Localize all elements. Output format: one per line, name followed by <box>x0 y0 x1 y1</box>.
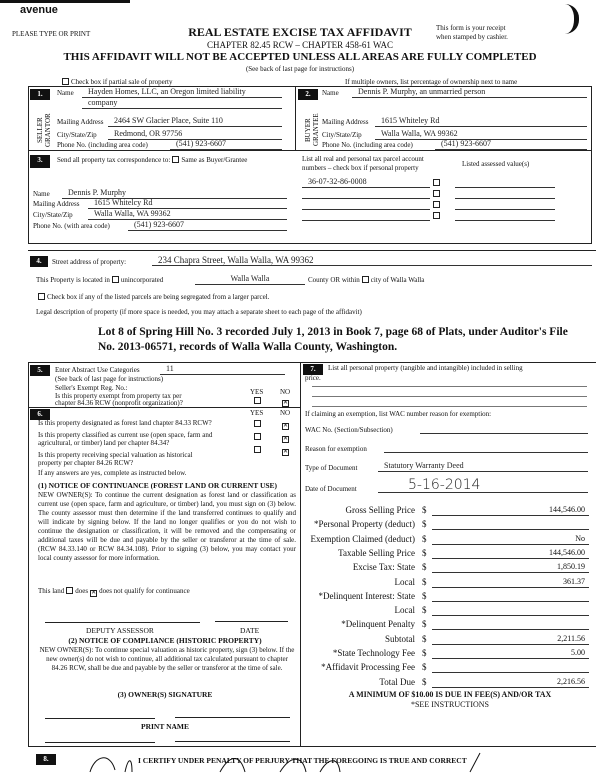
section-2-number: 2. <box>298 89 318 100</box>
seller-name-field-2[interactable]: company <box>82 98 282 109</box>
if-yes-note: If any answers are yes, complete as instructed below. <box>38 469 187 477</box>
seller-phone-field[interactable]: (541) 923-6607 <box>170 139 282 150</box>
corr-phone-field[interactable]: (541) 923-6607 <box>128 220 287 231</box>
multiple-owners-note: If multiple owners, list percentage of ownership next to name <box>345 78 518 86</box>
fee-value-field[interactable]: 144,546.00 <box>432 548 589 559</box>
seller-city-label: City/State/Zip <box>57 131 97 139</box>
historic-question: Is this property receiving special valuation as historical <box>38 451 193 459</box>
warning: THIS AFFIDAVIT WILL NOT BE ACCEPTED UNLESS ALL AREAS ARE FULLY COMPLETED <box>63 51 537 63</box>
county-or-label: County OR within <box>308 276 360 284</box>
seller-phone-label: Phone No. (including area code) <box>57 141 148 149</box>
fee-label: Local <box>394 576 415 587</box>
personal-property-line[interactable] <box>312 396 587 397</box>
fee-value-field[interactable] <box>432 662 589 673</box>
dollar-sign: $ <box>422 605 427 616</box>
logo-text: avenue <box>20 4 58 16</box>
reason-field[interactable] <box>384 442 588 453</box>
partial-sale <box>60 78 172 86</box>
corr-name-field[interactable]: Dennis P. Murphy <box>62 188 287 199</box>
notice-continuance-title: (1) NOTICE OF CONTINUANCE (FOREST LAND OR CURRENT USE) <box>38 481 278 490</box>
dollar-sign: $ <box>422 576 427 587</box>
legal-label: Legal description of property (if more space is needed, you may attach a separate sheet to each page of the affidavit) <box>36 308 362 316</box>
same-as-buyer-checkbox[interactable] <box>172 156 179 163</box>
nonprofit-yes <box>252 397 263 405</box>
assessor-signature-line[interactable] <box>45 622 200 623</box>
fee-value-field[interactable]: 361.37 <box>432 577 589 588</box>
owner-signature-line[interactable] <box>175 717 290 718</box>
fee-value-field[interactable]: 2,211.56 <box>432 634 589 645</box>
historic-question-2: property per chapter 84.26 RCW? <box>38 459 134 467</box>
fee-label: *Delinquent Penalty <box>341 619 415 630</box>
fee-label: Gross Selling Price <box>345 505 415 515</box>
buyer-name-field[interactable]: Dennis P. Murphy, an unmarried person <box>352 87 587 98</box>
no-checkbox-checked[interactable]: ✕ <box>283 423 289 429</box>
yes-checkbox[interactable] <box>254 433 261 440</box>
fee-row <box>285 605 595 617</box>
abstract-label: Enter Abstract Use Categories <box>55 366 140 374</box>
section-4-number: 4. <box>30 256 48 267</box>
fee-value-field[interactable]: 144,546.00 <box>432 505 589 516</box>
dollar-sign: $ <box>422 590 427 601</box>
wac-label: WAC No. (Section/Subsection) <box>305 426 393 434</box>
dollar-sign: $ <box>422 633 427 644</box>
forest-land-question: Is this property designated as forest land chapter 84.33 RCW? <box>38 419 212 427</box>
parcel-number[interactable]: 36-07-32-86-0008 <box>302 177 430 188</box>
city-checkbox[interactable] <box>362 276 369 283</box>
does-not-label: does not qualify for continuance <box>99 587 190 595</box>
sec5-no-header: NO <box>280 388 291 396</box>
yes-checkbox[interactable] <box>254 397 261 404</box>
partial-sale-checkbox[interactable] <box>62 78 69 85</box>
fee-value-field[interactable]: 2,216.56 <box>432 677 589 688</box>
fee-value-field[interactable] <box>432 591 589 602</box>
sec6-yes-checkboxes <box>252 418 263 457</box>
see-instructions: *SEE INSTRUCTIONS <box>410 700 489 709</box>
deputy-assessor-label: DEPUTY ASSESSOR <box>86 626 154 635</box>
fee-row <box>285 677 595 689</box>
fee-value-field[interactable] <box>432 605 589 616</box>
yes-checkbox[interactable] <box>254 420 261 427</box>
see-back: (See back of last page for instructions) <box>245 65 355 73</box>
fee-row <box>285 534 595 546</box>
city-label: city of Walla Walla <box>370 276 425 284</box>
personal-property-checkboxes <box>431 178 442 222</box>
nonprofit-question: Is this property exempt from property tax per <box>55 392 182 400</box>
qualify-row <box>38 587 190 597</box>
buyer-city-label: City/State/Zip <box>322 131 362 139</box>
buyer-mailing-field[interactable]: 1615 Whiteley Rd <box>375 116 587 127</box>
same-as-buyer-label: Same as Buyer/Grantee <box>181 156 248 164</box>
receipt-note-1: This form is your receipt <box>436 24 506 32</box>
dollar-sign: $ <box>422 619 427 630</box>
assessed-value[interactable] <box>455 188 555 199</box>
buyer-name-label: Name <box>322 89 339 97</box>
doc-date-label: Date of Document <box>305 485 357 493</box>
segregated-checkbox[interactable] <box>38 293 45 300</box>
fee-row <box>285 519 595 531</box>
divider <box>295 86 296 150</box>
buyer-phone-field[interactable]: (541) 923-6607 <box>435 139 587 150</box>
correspondence-text: Send all property tax correspondence to: <box>57 156 171 164</box>
located-label: This Property is located in <box>36 276 110 284</box>
fee-label: Excise Tax: State <box>352 562 415 573</box>
nonprofit-question-2: chapter 84.36 RCW (nonprofit organization)? <box>55 399 183 407</box>
buyer-mailing-label: Mailing Address <box>322 118 369 126</box>
dollar-sign: $ <box>422 662 427 673</box>
land-label: This land <box>38 587 65 595</box>
certification-statement: I CERTIFY UNDER PENALTY OF PERJURY THAT THE FOREGOING IS TRUE AND CORRECT <box>138 756 467 765</box>
corr-phone-label: Phone No. (with area code) <box>33 222 110 230</box>
unincorporated-label: unincorporated <box>120 276 164 284</box>
parcel-number[interactable] <box>302 188 430 199</box>
doc-date-field[interactable]: 5-16-2014 <box>378 478 588 493</box>
personal-checkbox[interactable] <box>433 179 440 186</box>
dollar-sign: $ <box>422 547 427 558</box>
divider <box>28 150 592 151</box>
assessed-value[interactable] <box>455 177 555 188</box>
assessor-date-line[interactable] <box>215 621 288 622</box>
dollar-sign: $ <box>422 648 427 658</box>
exempt-reg-label: Seller's Exempt Reg. No.: <box>55 384 128 392</box>
divider <box>28 362 29 746</box>
fee-label: Exemption Claimed (deduct) <box>310 533 415 544</box>
county-field[interactable]: Walla Walla <box>195 274 305 285</box>
dollar-sign: $ <box>422 519 427 530</box>
print-name-label: PRINT NAME <box>141 722 189 731</box>
seller-side-label: SELLER GRANTOR <box>36 113 52 147</box>
personal-checkbox[interactable] <box>433 212 440 219</box>
segregated-row <box>36 293 269 301</box>
no-header: NO <box>280 409 291 417</box>
scan-edge <box>0 0 130 3</box>
corr-name-label: Name <box>33 190 50 198</box>
divider <box>28 362 596 363</box>
exemption-label: If claiming an exemption, list WAC number reason for exemption: <box>305 410 492 418</box>
minimum-note: A MINIMUM OF $10.00 IS DUE IN FEE(S) AND/OR TAX <box>348 690 552 699</box>
fee-label: Taxable Selling Price <box>338 547 415 558</box>
assessed-value[interactable] <box>455 199 555 210</box>
abstract-field[interactable]: 11 <box>160 364 285 375</box>
corr-mailing-field[interactable]: 1615 Whitelcy Rd <box>88 198 287 209</box>
owner-signature-label: (3) OWNER(S) SIGNATURE <box>117 690 213 699</box>
buyer-city-field[interactable]: Walla Walla, WA 99362 <box>375 129 587 140</box>
date-label: DATE <box>240 626 260 635</box>
fee-row <box>285 591 595 603</box>
fee-label: *Delinquent Interest: State <box>318 590 415 601</box>
current-use-question-2: agricultural, or timber) land per chapter 84.34? <box>38 439 170 447</box>
seller-mailing-field[interactable]: 2464 SW Glacier Place, Suite 110 <box>108 116 282 127</box>
nonprofit-no <box>280 397 291 407</box>
no-checkbox-checked[interactable]: ✕ <box>283 436 289 442</box>
print-name-line[interactable] <box>175 741 290 742</box>
wac-field[interactable] <box>420 423 588 434</box>
fee-value-field[interactable]: 5.00 <box>432 648 589 659</box>
fee-label: Total Due <box>379 676 415 687</box>
sec5-yes-header: YES <box>250 388 264 396</box>
doc-type-field[interactable]: Statutory Warranty Deed <box>378 461 588 472</box>
dollar-sign: $ <box>422 533 427 544</box>
seller-mailing-label: Mailing Address <box>57 118 104 126</box>
sec5-see-back: (See back of last page for instructions) <box>55 375 164 383</box>
reason-label: Reason for exemption <box>305 445 367 453</box>
corr-city-field[interactable]: Walla Walla, WA 99362 <box>88 209 287 220</box>
fee-value-field[interactable]: No <box>432 534 589 545</box>
divider <box>28 407 300 408</box>
does-label: does <box>75 587 89 595</box>
divider <box>28 746 596 747</box>
city-row <box>308 276 424 284</box>
dollar-sign: $ <box>422 505 427 515</box>
personal-property-label: List all personal property (tangible and intangible) included in selling <box>328 364 523 372</box>
fee-row <box>285 634 595 646</box>
buyer-side-label: BUYER GRANTEE <box>304 113 320 147</box>
current-use-question: Is this property classified as current use (open space, farm and <box>38 431 213 439</box>
dollar-sign: $ <box>422 676 427 687</box>
street-label: Street address of property: <box>52 258 127 266</box>
personal-property-label-2: price. <box>305 374 321 382</box>
section-8-number: 8. <box>36 754 56 765</box>
fee-row <box>285 619 595 631</box>
no-checkbox-checked[interactable]: ✕ <box>283 400 289 406</box>
legal-description-1: Lot 8 of Spring Hill No. 3 recorded July 1, 2013 in Book 7, page 68 of Plats, under Auditor's File <box>98 326 568 338</box>
fee-row <box>285 548 595 560</box>
fee-label: *Affidavit Processing Fee <box>321 662 415 673</box>
section-3-number: 3. <box>30 155 50 168</box>
form-title: REAL ESTATE EXCISE TAX AFFIDAVIT <box>188 25 412 39</box>
parcel-number[interactable] <box>302 210 430 221</box>
seller-name-field[interactable]: Hayden Homes, LLC, an Oregon limited liability <box>82 87 282 98</box>
fee-value-field[interactable] <box>432 519 589 530</box>
section-7-number: 7. <box>303 364 323 375</box>
receipt-note-2: when stamped by cashier. <box>436 33 508 41</box>
notice-compliance-title: (2) NOTICE OF COMPLIANCE (HISTORIC PROPERTY) <box>68 636 262 645</box>
personal-property-line[interactable] <box>312 386 587 387</box>
corr-mailing-label: Mailing Address <box>33 200 80 208</box>
fee-row <box>285 662 595 674</box>
personal-checkbox[interactable] <box>433 201 440 208</box>
fee-row <box>285 577 595 589</box>
parcel-number[interactable] <box>302 199 430 210</box>
assessed-value[interactable] <box>455 210 555 221</box>
fee-label: *Personal Property (deduct) <box>314 519 415 530</box>
does-checkbox[interactable] <box>66 587 73 594</box>
yes-checkbox[interactable] <box>254 446 261 453</box>
section-5-number: 5. <box>30 365 50 376</box>
correspondence-label <box>57 156 247 164</box>
section-6-number: 6. <box>30 409 50 420</box>
owner-signature-line[interactable] <box>45 718 155 719</box>
logo <box>20 4 58 16</box>
fee-value-field[interactable] <box>432 619 589 630</box>
notice-compliance-body: NEW OWNER(S): To continue special valuation as historic property, sign (3) below. If the new owner(s) do not wish to continue, all additional tax calculated pursuant to chapter 84.26 RCW, shall be due and payable by the seller or transferor at the time of sale. <box>39 646 295 672</box>
does-not-checkbox-checked[interactable]: ✕ <box>91 590 97 596</box>
partial-sale-label: Check box if partial sale of property <box>71 78 173 86</box>
parcels-label-1: List all real and personal tax parcel account <box>302 155 424 163</box>
doc-type-label: Type of Document <box>305 464 358 472</box>
please-type: PLEASE TYPE OR PRINT <box>12 30 91 38</box>
personal-checkbox[interactable] <box>433 190 440 197</box>
notice-continuance-body: NEW OWNER(S): To continue the current designation as forest land or classification as current use (open space, farm and agriculture, or timber) land, you must sign on (3) below. The county assessor must then determine if the land transferred continues to qualify and will indicate by signing below. If the land no longer qualifies or you do not wish to continue the designation or classification, it will be removed and the compensating or additional taxes will be due and payable by the seller or transferor at the time of sale. (RCW 84.33.140 or RCW 84.34.108). Prior to signing (3) below, you may contact your local county assessor for more information. <box>38 491 296 562</box>
legal-description-2: No. 2013-06571, records of Walla Walla County, Washington. <box>98 341 398 353</box>
assessed-label: Listed assessed value(s) <box>462 160 530 168</box>
seller-name-label: Name <box>57 89 74 97</box>
fee-label: *State Technology Fee <box>332 648 415 658</box>
fee-value-field[interactable]: 1,850.19 <box>432 562 589 573</box>
personal-property-line[interactable] <box>312 406 587 407</box>
located-row <box>36 276 163 284</box>
parcels-label-2: numbers – check box if personal property <box>302 164 419 172</box>
segregated-label: Check box if any of the listed parcels are being segregated from a larger parcel. <box>47 293 270 301</box>
fee-label: Local <box>394 605 415 616</box>
dollar-sign: $ <box>422 562 427 573</box>
yes-header: YES <box>250 409 264 417</box>
signature-scribble <box>70 750 540 773</box>
sec6-no-checkboxes <box>280 418 291 457</box>
divider <box>28 250 596 251</box>
no-checkbox-checked[interactable]: ✕ <box>283 449 289 455</box>
fee-label: Subtotal <box>384 633 415 644</box>
buyer-phone-label: Phone No. (including area code) <box>322 141 413 149</box>
section-1-number: 1. <box>30 89 50 100</box>
fee-row <box>285 562 595 574</box>
fee-row <box>285 648 595 660</box>
fee-row <box>285 505 595 517</box>
corr-city-label: City/State/Zip <box>33 211 73 219</box>
seller-city-field[interactable]: Redmond, OR 97756 <box>108 129 282 140</box>
street-field[interactable]: 234 Chapra Street, Walla Walla, WA 99362 <box>152 255 592 266</box>
unincorporated-checkbox[interactable] <box>112 276 119 283</box>
chapter: CHAPTER 82.45 RCW – CHAPTER 458-61 WAC <box>207 40 393 50</box>
print-name-line[interactable] <box>45 742 155 743</box>
